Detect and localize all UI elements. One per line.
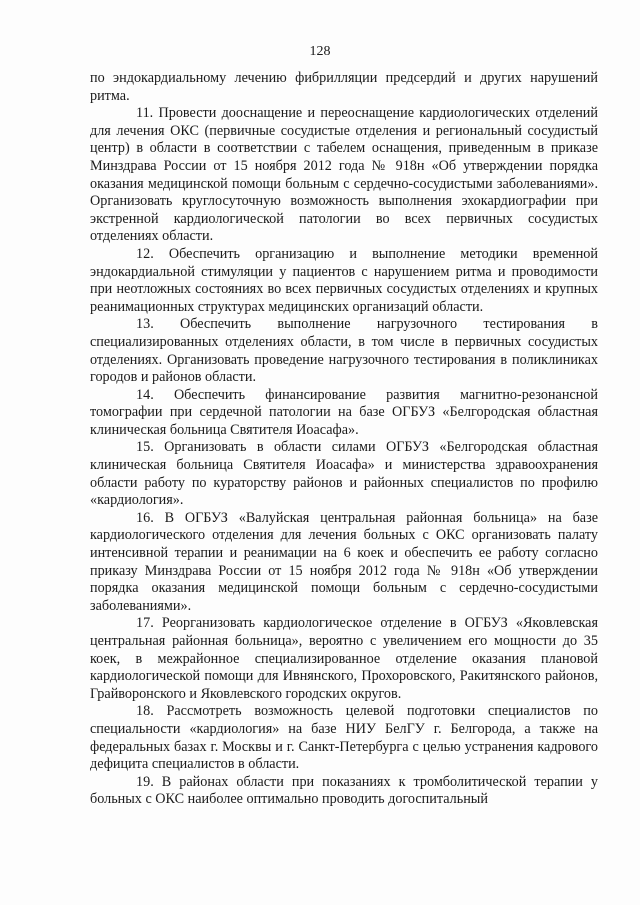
paragraph-item-18: 18. Рассмотреть возможность целевой подготовки специалистов по специальности «кардиология» на базе НИУ БелГУ г. Белгорода, а также на федеральных базах г. Москвы и г. Санкт-Петербурга с целью устранения кадрового дефицита специалистов в области.: [90, 703, 598, 773]
paragraph-item-17: 17. Реорганизовать кардиологическое отделение в ОГБУЗ «Яковлевская центральная районная больница», вероятно с увеличением его мощности до 35 коек, в межрайонное специализированное отделение оказания плановой кардиологической помощи для Ивнянского, Прохоровского, Ракитянского районов, Грайворонского и Яковлевского городских округов.: [90, 615, 598, 702]
paragraph-continuation: по эндокардиальному лечению фибрилляции предсердий и других нарушений ритма.: [90, 70, 598, 104]
paragraph-item-11: 11. Провести дооснащение и переоснащение кардиологических отделений для лечения ОКС (первичные сосудистые отделения и региональный сосудистый центр) в области в соответствии с табелем оснащения, приведенным в приказе Минздрава России от 15 ноября 2012 года № 918н «Об утверждении порядка оказания медицинской помощи больным с сердечно-сосудистыми заболеваниями». Организовать круглосуточную возможность выполнения эхокардиографии при экстренной кардиологической патологии во всех первичных сосудистых отделениях области.: [90, 105, 598, 245]
paragraph-item-19: 19. В районах области при показаниях к тромболитической терапии у больных с ОКС наиболее оптимально проводить догоспитальный: [90, 773, 598, 808]
paragraph-item-14: 14. Обеспечить финансирование развития магнитно-резонансной томографии при сердечной патологии на базе ОГБУЗ «Белгородская областная клиническая больница Святителя Иоасафа».: [90, 386, 598, 438]
page-number: 128: [309, 44, 331, 59]
paragraph-item-12: 12. Обеспечить организацию и выполнение методики временной эндокардиальной стимуляции у пациентов с нарушением ритма и проводимости при неотложных состояниях во всех первичных сосудистых отделениях и крупных реанимационных структурах медицинских организаций области.: [90, 245, 598, 315]
paragraph-item-15: 15. Организовать в области силами ОГБУЗ «Белгородская областная клиническая больница Святителя Иоасафа» и министерства здравоохранения области работу по кураторству районов и районных специалистов по профилю «кардиология».: [90, 439, 598, 509]
document-body: [90, 70, 598, 809]
paragraph-item-13: 13. Обеспечить выполнение нагрузочного тестирования в специализированных отделениях области, в том числе в первичных сосудистых отделениях. Организовать проведение нагрузочного тестирования в поликлиниках городов и районов области.: [90, 316, 598, 386]
paragraph-item-16: 16. В ОГБУЗ «Валуйская центральная районная больница» на базе кардиологического отделения для лечения больных с ОКС организовать палату интенсивной терапии и реанимации на 6 коек и обеспечить ее работу согласно приказу Минздрава России от 15 ноября 2012 года № 918н «Об утверждении порядка оказания медицинской помощи больным с сердечно-сосудистыми заболеваниями».: [90, 509, 598, 614]
